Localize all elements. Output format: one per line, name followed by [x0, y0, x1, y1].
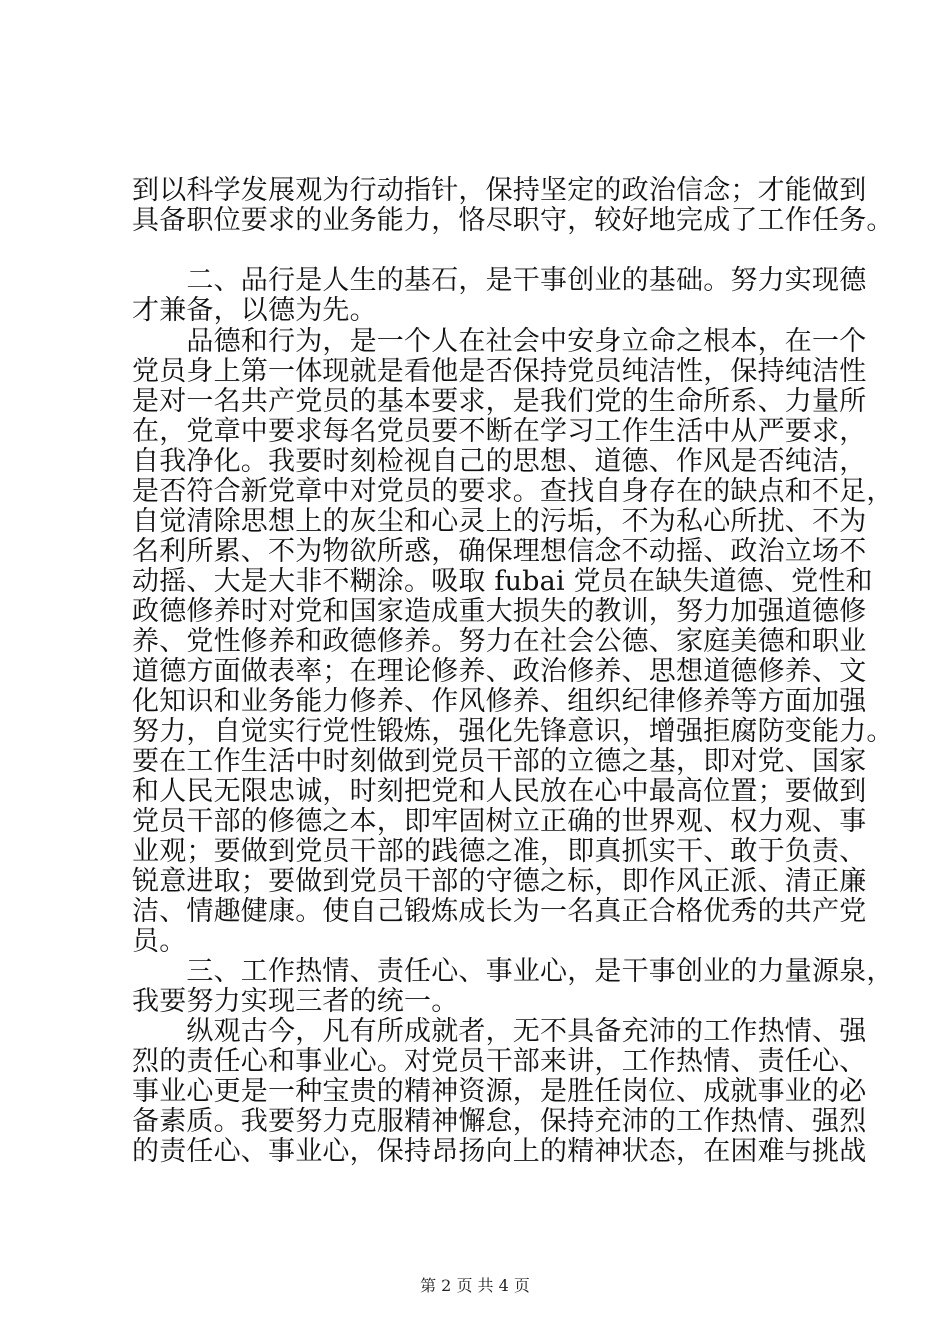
text-line: 自觉清除思想上的灰尘和心灵上的污垢，不为私心所扰、不为	[132, 506, 867, 537]
section-2-body	[132, 326, 894, 957]
intro-paragraph	[132, 175, 894, 236]
section-3-heading	[132, 956, 894, 1017]
text-line: 党员身上第一体现就是看他是否保持党员纯洁性，保持纯洁性	[132, 356, 867, 387]
text-line: 二、品行是人生的基石，是干事创业的基础。努力实现德	[132, 265, 867, 296]
text-line: 烈的责任心和事业心。对党员干部来讲，工作热情、责任心、	[132, 1046, 867, 1077]
text-line: 三、工作热情、责任心、事业心，是干事创业的力量源泉，	[132, 956, 894, 987]
text-line: 动摇、大是大非不糊涂。吸取 fubai 党员在缺失道德、党性和	[132, 566, 873, 597]
text-line: 自我净化。我要时刻检视自己的思想、道德、作风是否纯洁，	[132, 446, 867, 477]
text-line: 的责任心、事业心，保持昂扬向上的精神状态，在困难与挑战	[132, 1136, 867, 1167]
text-line: 洁、情趣健康。使自己锻炼成长为一名真正合格优秀的共产党	[132, 896, 867, 927]
section-2-heading	[132, 265, 867, 326]
text-line: 事业心更是一种宝贵的精神资源，是胜任岗位、成就事业的必	[132, 1076, 867, 1107]
text-line: 纵观古今，凡有所成就者，无不具备充沛的工作热情、强	[132, 1016, 867, 1047]
text-line: 要在工作生活中时刻做到党员干部的立德之基，即对党、国家	[132, 746, 867, 777]
text-line: 员。	[132, 926, 187, 957]
page-number-footer: 第 2 页 共 4 页	[420, 1276, 530, 1295]
text-line: 和人民无限忠诚，时刻把党和人民放在心中最高位置；要做到	[132, 776, 867, 807]
text-line: 备素质。我要努力克服精神懈怠，保持充沛的工作热情、强烈	[132, 1106, 867, 1137]
text-line: 党员干部的修德之本，即牢固树立正确的世界观、权力观、事	[132, 806, 867, 837]
text-line: 品德和行为，是一个人在社会中安身立命之根本，在一个	[132, 326, 867, 357]
text-line: 道德方面做表率；在理论修养、政治修养、思想道德修养、文	[132, 656, 867, 687]
text-line: 才兼备，以德为先。	[132, 295, 377, 326]
text-line: 是否符合新党章中对党员的要求。查找自身存在的缺点和不足，	[132, 476, 894, 507]
text-line: 名利所累、不为物欲所惑，确保理想信念不动摇、政治立场不	[132, 536, 867, 567]
text-line: 具备职位要求的业务能力，恪尽职守，较好地完成了工作任务。	[132, 205, 894, 236]
text-line: 养、党性修养和政德修养。努力在社会公德、家庭美德和职业	[132, 626, 867, 657]
text-line: 努力，自觉实行党性锻炼，强化先锋意识，增强拒腐防变能力。	[132, 716, 894, 747]
text-line: 业观；要做到党员干部的践德之准，即真抓实干、敢于负责、	[132, 836, 867, 867]
section-3-body	[132, 1016, 867, 1167]
text-line: 锐意进取；要做到党员干部的守德之标，即作风正派、清正廉	[132, 866, 867, 897]
text-line: 是对一名共产党员的基本要求，是我们党的生命所系、力量所	[132, 386, 867, 417]
text-line: 化知识和业务能力修养、作风修养、组织纪律修养等方面加强	[132, 686, 867, 717]
text-line: 到以科学发展观为行动指针，保持坚定的政治信念；才能做到	[132, 175, 867, 206]
text-line: 政德修养时对党和国家造成重大损失的教训，努力加强道德修	[132, 596, 867, 627]
text-line: 我要努力实现三者的统一。	[132, 986, 459, 1017]
text-line: 在，党章中要求每名党员要不断在学习工作生活中从严要求，	[132, 416, 867, 447]
